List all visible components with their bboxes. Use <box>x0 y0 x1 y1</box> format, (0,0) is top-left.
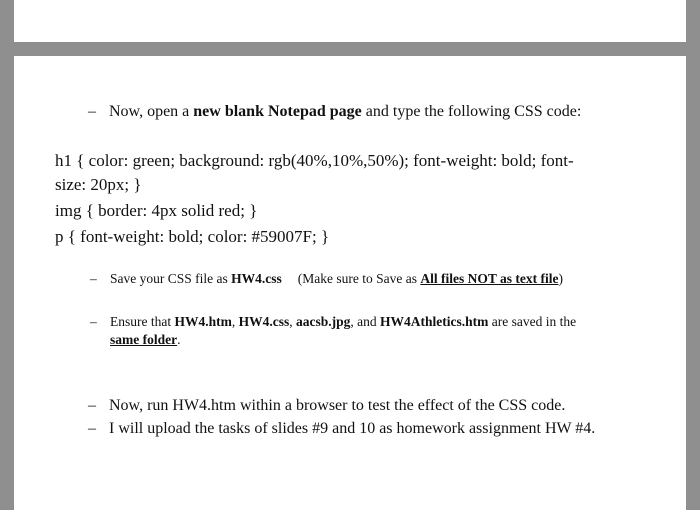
save-instruction: Save your CSS file as HW4.css (Make sure to Save as All files NOT as text file) <box>110 271 563 286</box>
bullet-dash: – <box>90 314 97 329</box>
code-line-h1: h1 { color: green; background: rgb(40%,10%,50%); font-weight: bold; font- <box>55 151 574 170</box>
bullet-dash: – <box>88 103 96 120</box>
ensure-instruction: Ensure that HW4.htm, HW4.css, aacsb.jpg, and HW4Athletics.htm are saved in the <box>110 314 577 329</box>
run-instruction: Now, run HW4.htm within a browser to test the effect of the CSS code. <box>109 397 566 414</box>
bullet-dash: – <box>90 271 97 286</box>
bullet-dash: – <box>88 397 96 414</box>
bullet-dash: – <box>88 420 96 437</box>
upload-instruction: I will upload the tasks of slides #9 and 10 as homework assignment HW #4. <box>109 420 596 437</box>
code-line-h1-cont: size: 20px; } <box>55 175 142 194</box>
previous-page-fragment <box>14 0 686 42</box>
document-page <box>14 56 686 510</box>
code-line-p: p { font-weight: bold; color: #59007F; } <box>55 227 330 246</box>
intro-instruction: Now, open a new blank Notepad page and type the following CSS code: <box>109 103 582 120</box>
code-line-img: img { border: 4px solid red; } <box>55 201 258 220</box>
ensure-instruction-cont: same folder. <box>110 332 181 347</box>
